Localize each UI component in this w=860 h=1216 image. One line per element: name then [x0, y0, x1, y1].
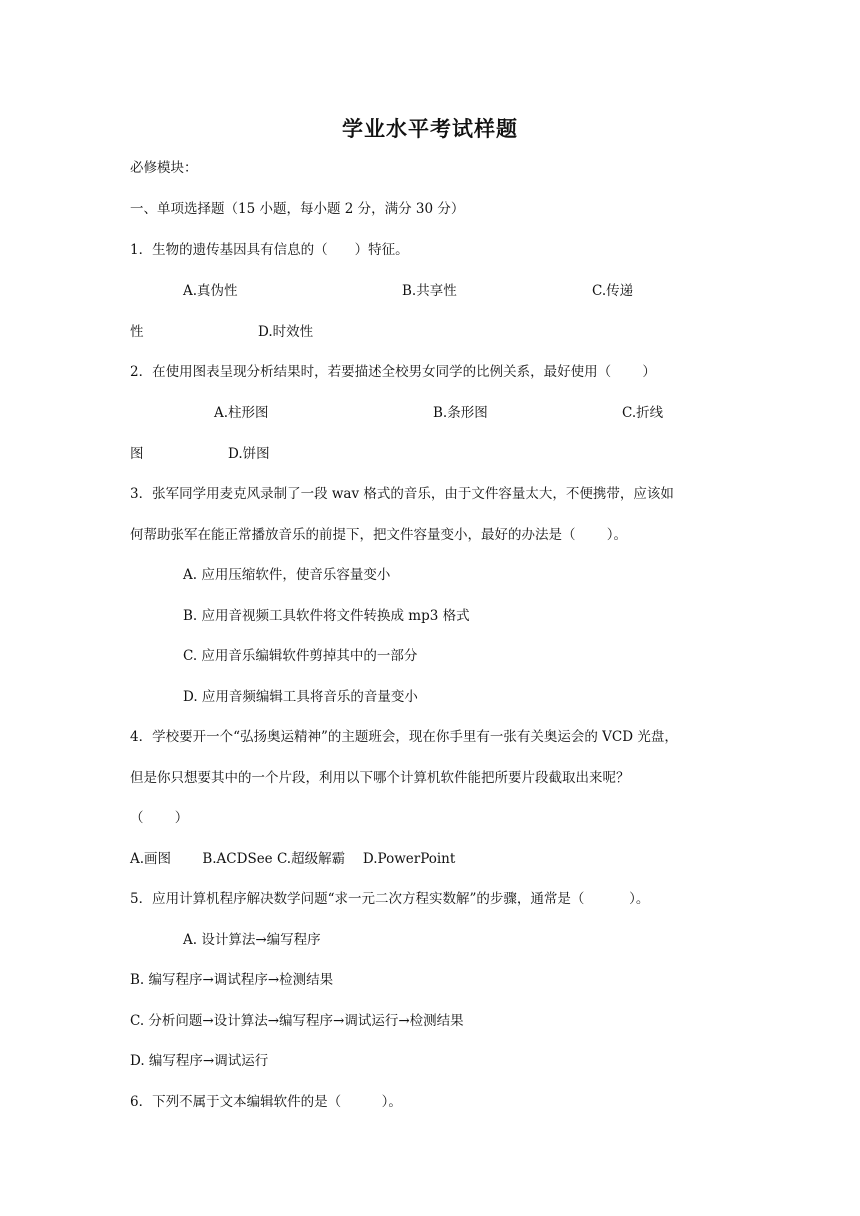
q3-stem-line2: 何帮助张军在能正常播放音乐的前提下，把文件容量变小，最好的办法是（ ）。: [130, 527, 628, 543]
q5-stem: 5．应用计算机程序解决数学问题“求一元二次方程实数解”的步骤，通常是（ ）。: [130, 891, 650, 907]
q5-option-c: C. 分析问题→设计算法→编写程序→调试运行→检测结果: [130, 1013, 464, 1029]
q2-option-b: B.条形图: [433, 405, 488, 421]
q4-options: A.画图 B.ACDSee C.超级解霸 D.PowerPoint: [130, 851, 456, 867]
q3-option-d: D. 应用音频编辑工具将音乐的音量变小: [183, 689, 418, 705]
q2-option-c-continued: 图: [130, 446, 144, 462]
q1-option-d: D.时效性: [258, 324, 314, 340]
q2-stem: 2．在使用图表呈现分析结果时，若要描述全校男女同学的比例关系，最好使用（ ）: [130, 364, 656, 380]
q3-option-c: C. 应用音乐编辑软件剪掉其中的一部分: [183, 648, 418, 664]
q3-option-b: B. 应用音视频工具软件将文件转换成 mp3 格式: [183, 608, 470, 624]
q1-stem: 1．生物的遗传基因具有信息的（ ）特征。: [130, 242, 409, 258]
q2-option-d: D.饼图: [228, 446, 270, 462]
page-title: 学业水平考试样题: [342, 117, 518, 141]
q1-option-c-continued: 性: [130, 324, 144, 340]
q5-option-b: B. 编写程序→调试程序→检测结果: [130, 972, 334, 988]
q5-option-d: D. 编写程序→调试运行: [130, 1053, 269, 1069]
q3-option-a: A. 应用压缩软件，使音乐容量变小: [183, 567, 391, 583]
q3-stem-line1: 3．张军同学用麦克风录制了一段 wav 格式的音乐，由于文件容量太大，不便携带，应该如: [130, 486, 674, 502]
q4-stem-line3: （ ）: [130, 810, 189, 826]
q5-option-a: A. 设计算法→编写程序: [183, 932, 321, 948]
q2-option-a: A.柱形图: [214, 405, 269, 421]
q2-option-c: C.折线: [622, 405, 664, 421]
module-label: 必修模块：: [130, 160, 198, 176]
q6-stem: 6．下列不属于文本编辑软件的是（ ）。: [130, 1094, 402, 1110]
q1-option-b: B.共享性: [402, 283, 457, 299]
section-heading: 一、单项选择题（15 小题，每小题 2 分，满分 30 分）: [130, 201, 465, 217]
q4-stem-line1: 4．学校要开一个“弘扬奥运精神”的主题班会，现在你手里有一张有关奥运会的 VCD 光盘，: [130, 729, 678, 745]
q4-stem-line2: 但是你只想要其中的一个片段，利用以下哪个计算机软件能把所要片段截取出来呢？: [130, 770, 630, 786]
q1-option-a: A.真伪性: [183, 283, 238, 299]
q1-option-c: C.传递: [592, 283, 634, 299]
